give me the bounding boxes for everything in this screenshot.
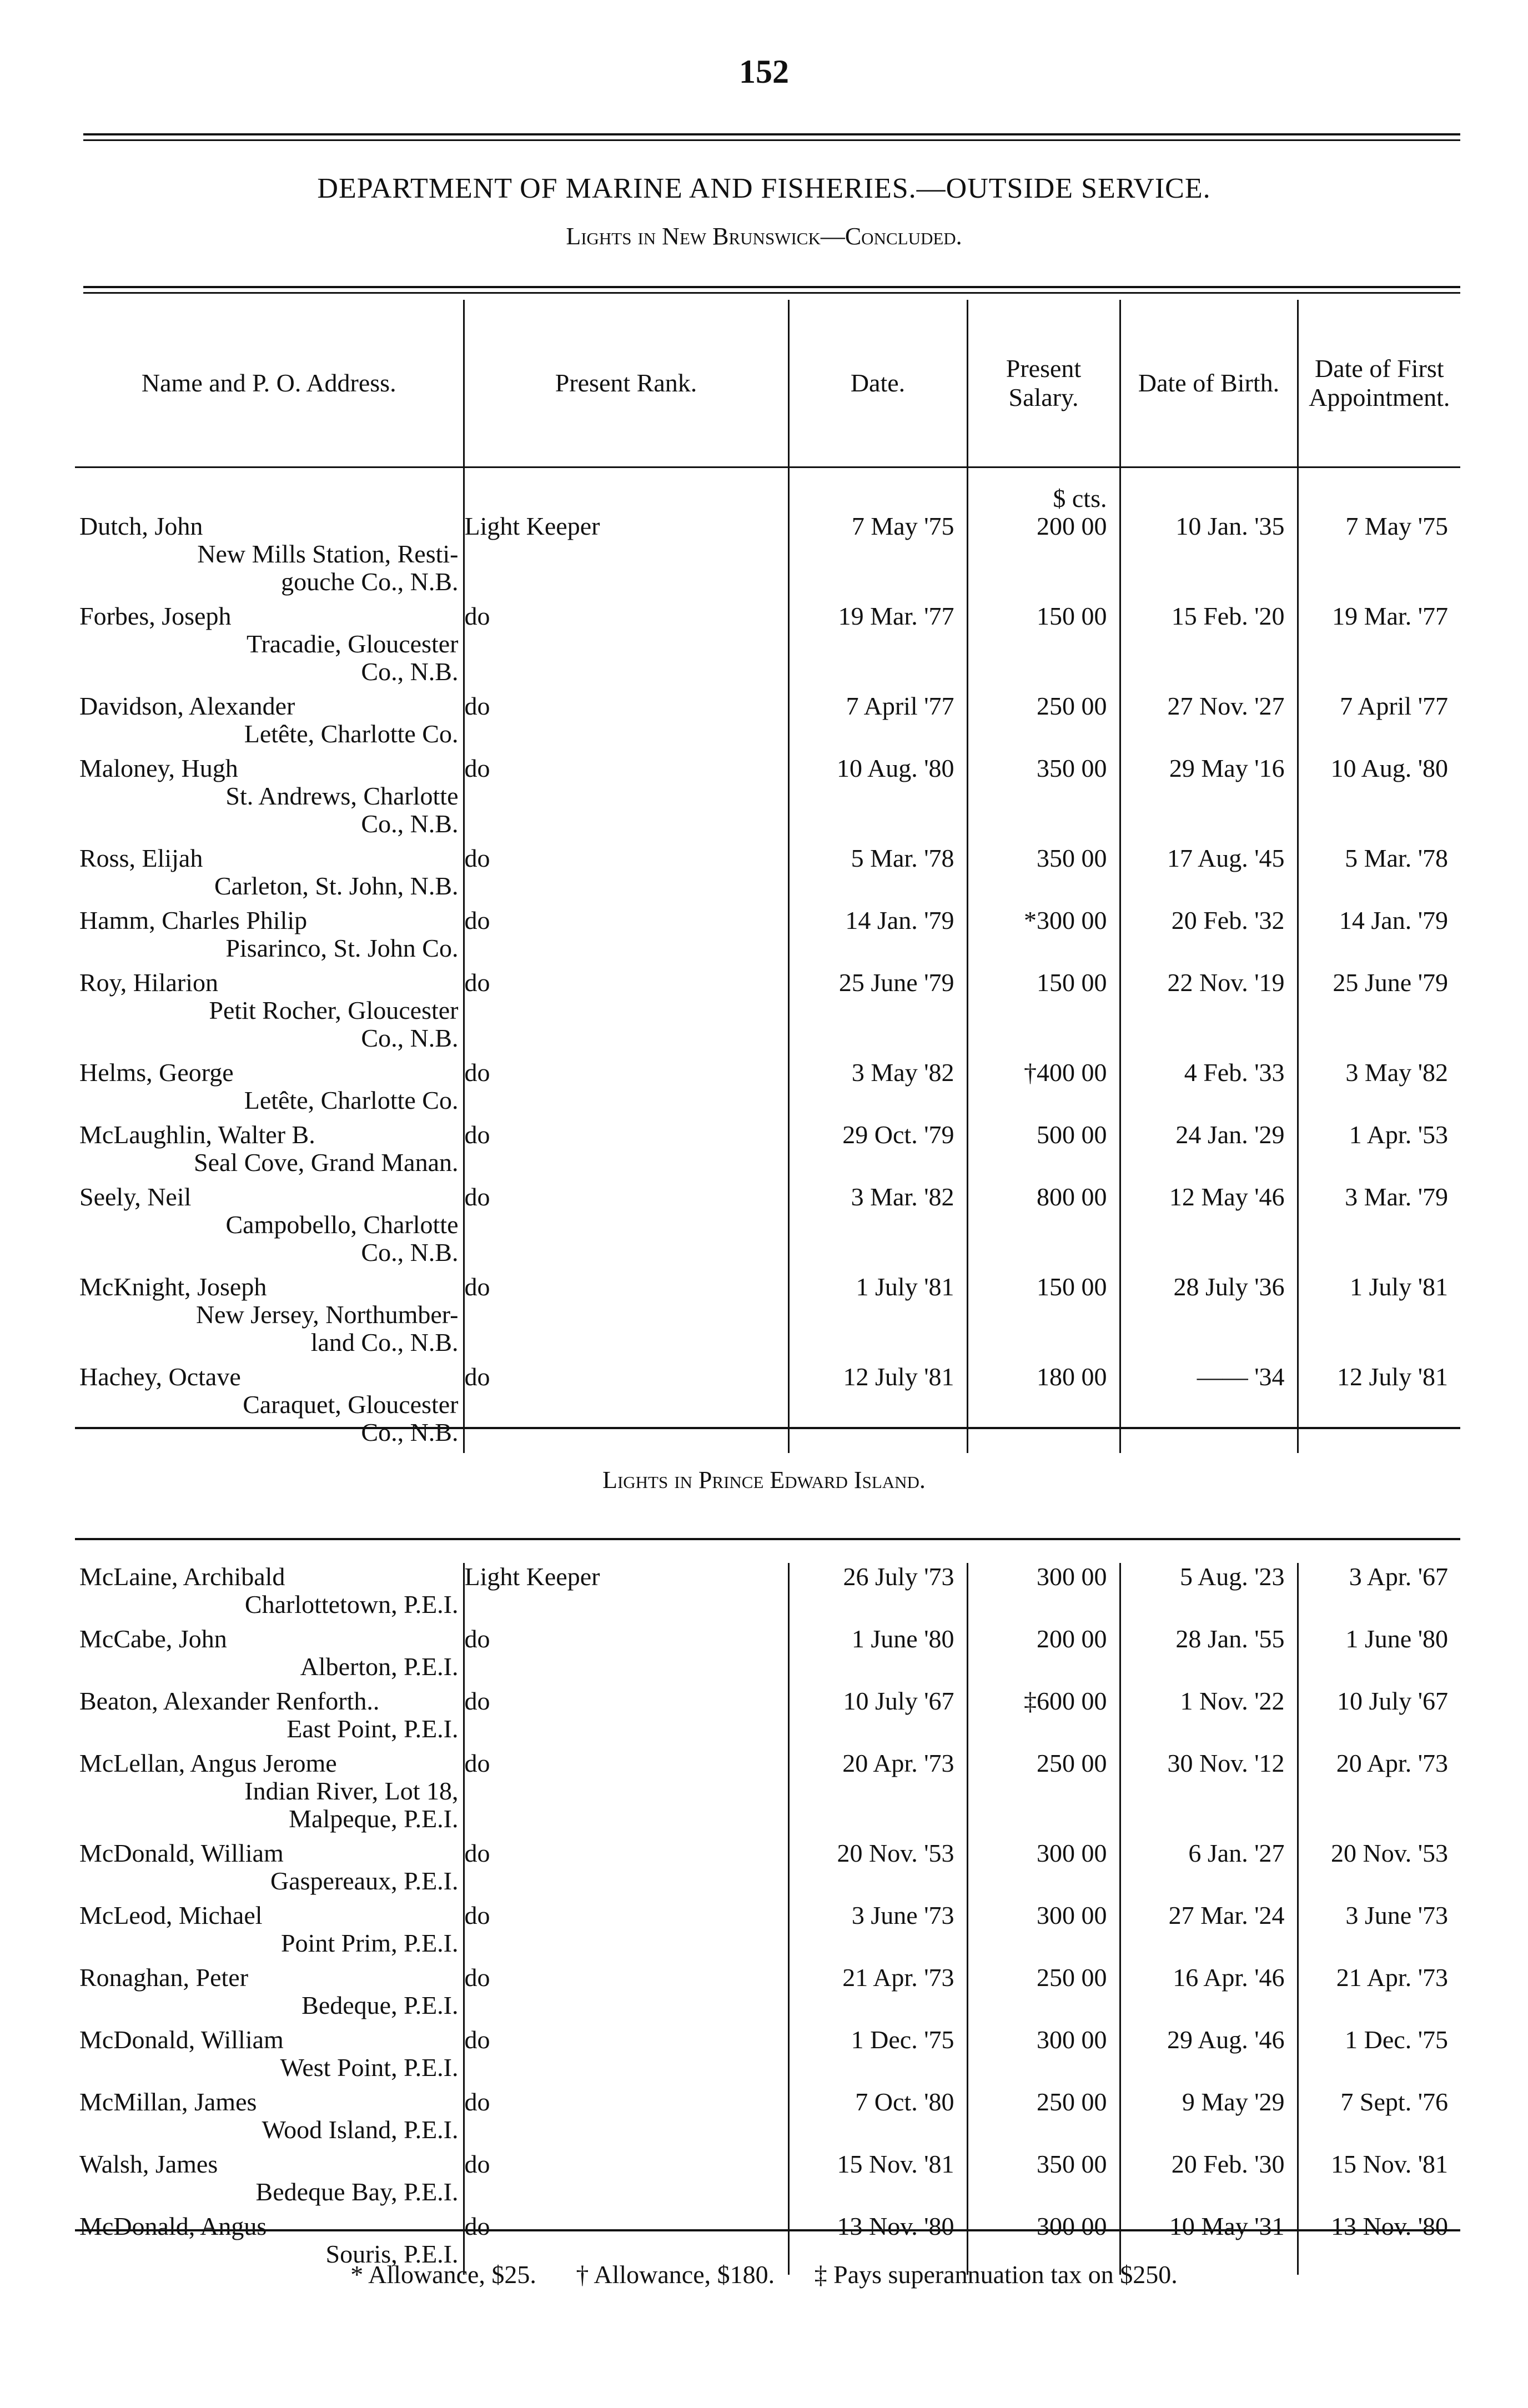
table-row bbox=[75, 2088, 1460, 2144]
table-row bbox=[75, 602, 1460, 686]
present-salary: 250 00 bbox=[967, 1750, 1120, 1833]
present-salary: 300 00 bbox=[967, 1563, 1120, 1618]
entry-name-cell bbox=[75, 969, 464, 1052]
date-of-birth: 20 Feb. '32 bbox=[1120, 907, 1298, 962]
keeper-name: Hamm, Charles Philip bbox=[79, 906, 308, 934]
first-appointment-date: 7 May '75 bbox=[1345, 512, 1448, 540]
footnote-allowance-25: * Allowance, $25. bbox=[350, 2260, 536, 2289]
first-appointment-date: 12 July '81 bbox=[1337, 1363, 1448, 1391]
keeper-name: McLaine, Archibald bbox=[79, 1562, 285, 1591]
date-of-birth: 27 Nov. '27 bbox=[1120, 692, 1298, 748]
keeper-address: Tracadie, Gloucester bbox=[247, 630, 459, 658]
keeper-address: Co., N.B. bbox=[361, 1418, 459, 1446]
present-salary: 200 00 bbox=[967, 1625, 1120, 1681]
appointment-date: 7 Oct. '80 bbox=[788, 2088, 967, 2144]
first-appointment-date: 10 July '67 bbox=[1337, 1687, 1448, 1715]
table-row bbox=[75, 512, 1460, 596]
header-rank: Present Rank. bbox=[464, 300, 788, 467]
present-salary: 150 00 bbox=[967, 969, 1120, 1052]
appointment-date: 1 June '80 bbox=[788, 1625, 967, 1681]
keeper-name: McLeod, Michael bbox=[79, 1901, 263, 1929]
date-of-birth: 30 Nov. '12 bbox=[1120, 1750, 1298, 1833]
table-row bbox=[75, 1839, 1460, 1895]
first-appointment-date: 20 Nov. '53 bbox=[1330, 1839, 1448, 1867]
keeper-address: Bedeque, P.E.I. bbox=[301, 1991, 459, 2019]
table-header-row bbox=[75, 300, 1460, 467]
first-appointment-date: 1 Apr. '53 bbox=[1349, 1120, 1448, 1149]
present-salary: 180 00 bbox=[967, 1363, 1120, 1446]
first-appointment-date: 3 May '82 bbox=[1345, 1058, 1448, 1087]
keeper-name: McDonald, William bbox=[79, 2025, 284, 2054]
entry-name-cell bbox=[75, 844, 464, 900]
keeper-name: McLaughlin, Walter B. bbox=[79, 1120, 315, 1149]
table-row bbox=[75, 1059, 1460, 1114]
present-rank: do bbox=[464, 755, 788, 838]
present-rank: do bbox=[464, 1625, 788, 1681]
table-row bbox=[75, 1964, 1460, 2019]
appointment-date: 25 June '79 bbox=[788, 969, 967, 1052]
appointment-date: 21 Apr. '73 bbox=[788, 1964, 967, 2019]
first-appointment-date: 25 June '79 bbox=[1333, 968, 1448, 997]
keeper-address: Wood Island, P.E.I. bbox=[262, 2115, 459, 2144]
table-row bbox=[75, 1273, 1460, 1356]
present-rank: do bbox=[464, 602, 788, 686]
appointment-date: 10 Aug. '80 bbox=[788, 755, 967, 838]
first-appointment-date: 14 Jan. '79 bbox=[1339, 906, 1448, 934]
entry-name-cell bbox=[75, 2150, 464, 2206]
date-of-birth: 9 May '29 bbox=[1120, 2088, 1298, 2144]
date-of-birth: 27 Mar. '24 bbox=[1120, 1902, 1298, 1957]
footer-rule bbox=[75, 2229, 1460, 2231]
present-rank: do bbox=[464, 1273, 788, 1356]
entry-name-cell bbox=[75, 2026, 464, 2082]
present-rank: do bbox=[464, 2026, 788, 2082]
keeper-address: Alberton, P.E.I. bbox=[300, 1652, 459, 1681]
table-row bbox=[75, 692, 1460, 748]
first-appointment-date: 1 July '81 bbox=[1350, 1273, 1448, 1301]
header-salary: Present Salary. bbox=[967, 300, 1120, 467]
keeper-address: East Point, P.E.I. bbox=[286, 1715, 459, 1743]
date-of-birth: 5 Aug. '23 bbox=[1120, 1563, 1298, 1618]
entry-name-cell bbox=[75, 1625, 464, 1681]
present-salary: 250 00 bbox=[967, 2088, 1120, 2144]
present-rank: do bbox=[464, 844, 788, 900]
entry-name-cell bbox=[75, 1902, 464, 1957]
first-appointment-date: 3 June '73 bbox=[1345, 1901, 1448, 1929]
date-of-birth: 16 Apr. '46 bbox=[1120, 1964, 1298, 2019]
present-rank: do bbox=[464, 1363, 788, 1446]
date-of-birth: 28 Jan. '55 bbox=[1120, 1625, 1298, 1681]
appointment-date: 1 Dec. '75 bbox=[788, 2026, 967, 2082]
keeper-name: Maloney, Hugh bbox=[79, 754, 238, 782]
header-first-appointment: Date of First Appointment. bbox=[1298, 300, 1460, 467]
present-salary: 350 00 bbox=[967, 844, 1120, 900]
present-rank: do bbox=[464, 1839, 788, 1895]
present-rank: Light Keeper bbox=[464, 1563, 788, 1618]
nb-lights-table bbox=[75, 300, 1460, 1453]
date-of-birth: 22 Nov. '19 bbox=[1120, 969, 1298, 1052]
keeper-name: Dutch, John bbox=[79, 512, 203, 540]
keeper-address: New Mills Station, Resti- bbox=[197, 540, 459, 568]
present-salary: 350 00 bbox=[967, 755, 1120, 838]
keeper-address: Co., N.B. bbox=[361, 657, 459, 686]
entry-name-cell bbox=[75, 692, 464, 748]
entry-name-cell bbox=[75, 1363, 464, 1446]
first-appointment-date: 3 Mar. '79 bbox=[1345, 1183, 1448, 1211]
keeper-address: St. Andrews, Charlotte bbox=[225, 782, 459, 810]
appointment-date: 3 June '73 bbox=[788, 1902, 967, 1957]
keeper-address: Co., N.B. bbox=[361, 810, 459, 838]
date-of-birth: 1 Nov. '22 bbox=[1120, 1687, 1298, 1743]
present-rank: do bbox=[464, 692, 788, 748]
salary-units: $ cts. bbox=[967, 467, 1120, 513]
present-salary: 300 00 bbox=[967, 2026, 1120, 2082]
keeper-address: Gaspereaux, P.E.I. bbox=[270, 1867, 459, 1895]
present-salary: †400 00 bbox=[967, 1059, 1120, 1114]
keeper-address: Carleton, St. John, N.B. bbox=[214, 872, 459, 900]
entry-name-cell bbox=[75, 1839, 464, 1895]
date-of-birth: 10 Jan. '35 bbox=[1120, 512, 1298, 596]
appointment-date: 3 May '82 bbox=[788, 1059, 967, 1114]
first-appointment-date: 7 Sept. '76 bbox=[1340, 2088, 1448, 2116]
keeper-address: Campobello, Charlotte bbox=[225, 1210, 459, 1239]
date-of-birth: 28 July '36 bbox=[1120, 1273, 1298, 1356]
present-rank: do bbox=[464, 1183, 788, 1266]
date-of-birth: 24 Jan. '29 bbox=[1120, 1121, 1298, 1177]
appointment-date: 20 Apr. '73 bbox=[788, 1750, 967, 1833]
date-of-birth: 10 May '31 bbox=[1120, 2213, 1298, 2268]
keeper-name: McKnight, Joseph bbox=[79, 1273, 267, 1301]
present-rank: Light Keeper bbox=[464, 512, 788, 596]
table-row bbox=[75, 1687, 1460, 1743]
first-appointment-date: 1 June '80 bbox=[1345, 1625, 1448, 1653]
keeper-name: Ronaghan, Peter bbox=[79, 1963, 249, 1992]
keeper-name: Walsh, James bbox=[79, 2150, 218, 2178]
present-salary: 250 00 bbox=[967, 1964, 1120, 2019]
appointment-date: 15 Nov. '81 bbox=[788, 2150, 967, 2206]
keeper-name: McDonald, Angus bbox=[79, 2212, 267, 2240]
appointment-date: 7 April '77 bbox=[788, 692, 967, 748]
keeper-address: Indian River, Lot 18, bbox=[244, 1777, 459, 1805]
appointment-date: 7 May '75 bbox=[788, 512, 967, 596]
keeper-address: New Jersey, Northumber- bbox=[195, 1300, 459, 1329]
present-salary: 500 00 bbox=[967, 1121, 1120, 1177]
keeper-address: Charlottetown, P.E.I. bbox=[244, 1590, 459, 1618]
table-row bbox=[75, 1625, 1460, 1681]
table-row bbox=[75, 755, 1460, 838]
keeper-address: gouche Co., N.B. bbox=[281, 567, 459, 596]
present-rank: do bbox=[464, 1964, 788, 2019]
appointment-date: 10 July '67 bbox=[788, 1687, 967, 1743]
present-rank: do bbox=[464, 2213, 788, 2268]
footnotes bbox=[0, 2260, 1528, 2289]
table-row bbox=[75, 1121, 1460, 1177]
date-of-birth: 6 Jan. '27 bbox=[1120, 1839, 1298, 1895]
table-row bbox=[75, 1750, 1460, 1833]
top-double-rule bbox=[83, 133, 1460, 141]
keeper-address: Souris, P.E.I. bbox=[325, 2240, 459, 2268]
first-appointment-date: 15 Nov. '81 bbox=[1330, 2150, 1448, 2178]
header-date: Date. bbox=[788, 300, 967, 467]
present-rank: do bbox=[464, 1687, 788, 1743]
entry-name-cell bbox=[75, 755, 464, 838]
department-title: DEPARTMENT OF MARINE AND FISHERIES.—OUTSIDE SERVICE. bbox=[317, 173, 1211, 204]
keeper-name: Ross, Elijah bbox=[79, 844, 203, 872]
entry-name-cell bbox=[75, 2088, 464, 2144]
keeper-address: Letête, Charlotte Co. bbox=[244, 720, 459, 748]
keeper-name: Forbes, Joseph bbox=[79, 602, 232, 630]
page-number: 152 bbox=[739, 53, 789, 90]
entry-name-cell bbox=[75, 1121, 464, 1177]
entry-name-cell bbox=[75, 1273, 464, 1356]
appointment-date: 19 Mar. '77 bbox=[788, 602, 967, 686]
date-of-birth: 15 Feb. '20 bbox=[1120, 602, 1298, 686]
keeper-address: Malpeque, P.E.I. bbox=[289, 1804, 459, 1833]
table-row bbox=[75, 2150, 1460, 2206]
present-rank: do bbox=[464, 2088, 788, 2144]
entry-name-cell bbox=[75, 1563, 464, 1618]
table-row bbox=[75, 2026, 1460, 2082]
keeper-address: Point Prim, P.E.I. bbox=[280, 1929, 459, 1957]
present-rank: do bbox=[464, 907, 788, 962]
entry-name-cell bbox=[75, 907, 464, 962]
first-appointment-date: 21 Apr. '73 bbox=[1336, 1963, 1448, 1992]
first-appointment-date: 7 April '77 bbox=[1340, 692, 1448, 720]
keeper-address: West Point, P.E.I. bbox=[280, 2053, 459, 2082]
present-salary: *300 00 bbox=[967, 907, 1120, 962]
header-birth: Date of Birth. bbox=[1120, 300, 1298, 467]
present-salary: 300 00 bbox=[967, 1839, 1120, 1895]
entry-name-cell bbox=[75, 1750, 464, 1833]
keeper-name: Hachey, Octave bbox=[79, 1363, 241, 1391]
first-appointment-date: 5 Mar. '78 bbox=[1345, 844, 1448, 872]
first-appointment-date: 1 Dec. '75 bbox=[1345, 2025, 1448, 2054]
keeper-address: Co., N.B. bbox=[361, 1024, 459, 1052]
keeper-address: Letête, Charlotte Co. bbox=[244, 1086, 459, 1114]
table-row bbox=[75, 1902, 1460, 1957]
table-row bbox=[75, 969, 1460, 1052]
appointment-date: 1 July '81 bbox=[788, 1273, 967, 1356]
keeper-name: Roy, Hilarion bbox=[79, 968, 218, 997]
entry-name-cell bbox=[75, 1687, 464, 1743]
entry-name-cell bbox=[75, 1964, 464, 2019]
date-of-birth: 20 Feb. '30 bbox=[1120, 2150, 1298, 2206]
present-salary: 150 00 bbox=[967, 1273, 1120, 1356]
present-rank: do bbox=[464, 969, 788, 1052]
table-row bbox=[75, 1563, 1460, 1618]
table-row bbox=[75, 1183, 1460, 1266]
present-salary: 250 00 bbox=[967, 692, 1120, 748]
appointment-date: 14 Jan. '79 bbox=[788, 907, 967, 962]
table-row bbox=[75, 1363, 1460, 1446]
keeper-name: Davidson, Alexander bbox=[79, 692, 295, 720]
date-of-birth: 29 May '16 bbox=[1120, 755, 1298, 838]
keeper-address: Bedeque Bay, P.E.I. bbox=[255, 2178, 459, 2206]
present-rank: do bbox=[464, 1121, 788, 1177]
appointment-date: 29 Oct. '79 bbox=[788, 1121, 967, 1177]
keeper-address: land Co., N.B. bbox=[310, 1328, 459, 1356]
date-of-birth: 12 May '46 bbox=[1120, 1183, 1298, 1266]
keeper-name: Seely, Neil bbox=[79, 1183, 192, 1211]
table-row bbox=[75, 907, 1460, 962]
keeper-name: McMillan, James bbox=[79, 2088, 257, 2116]
present-salary: ‡600 00 bbox=[967, 1687, 1120, 1743]
present-salary: 800 00 bbox=[967, 1183, 1120, 1266]
keeper-name: McDonald, William bbox=[79, 1839, 284, 1867]
entry-name-cell bbox=[75, 1183, 464, 1266]
section-title-new-brunswick: Lights in New Brunswick—Concluded. bbox=[566, 223, 962, 250]
present-rank: do bbox=[464, 2150, 788, 2206]
first-appointment-date: 20 Apr. '73 bbox=[1336, 1749, 1448, 1777]
footnote-allowance-180: † Allowance, $180. bbox=[576, 2260, 775, 2289]
appointment-date: 13 Nov. '80 bbox=[788, 2213, 967, 2268]
date-of-birth: 4 Feb. '33 bbox=[1120, 1059, 1298, 1114]
keeper-address: Co., N.B. bbox=[361, 1238, 459, 1266]
appointment-date: 12 July '81 bbox=[788, 1363, 967, 1446]
table-row bbox=[75, 844, 1460, 900]
appointment-date: 3 Mar. '82 bbox=[788, 1183, 967, 1266]
keeper-address: Seal Cove, Grand Manan. bbox=[194, 1148, 459, 1177]
keeper-address: Caraquet, Gloucester bbox=[243, 1390, 459, 1419]
section-title-pei: Lights in Prince Edward Island. bbox=[602, 1466, 926, 1494]
header-name: Name and P. O. Address. bbox=[75, 300, 464, 467]
date-of-birth: 29 Aug. '46 bbox=[1120, 2026, 1298, 2082]
keeper-address: Petit Rocher, Gloucester bbox=[209, 996, 459, 1024]
pei-header-rule bbox=[75, 1538, 1460, 1540]
appointment-date: 20 Nov. '53 bbox=[788, 1839, 967, 1895]
footnote-superannuation: ‡ Pays superannuation tax on $250. bbox=[814, 2260, 1178, 2289]
present-rank: do bbox=[464, 1059, 788, 1114]
entry-name-cell bbox=[75, 512, 464, 596]
units-row bbox=[75, 467, 1460, 513]
keeper-address: Pisarinco, St. John Co. bbox=[225, 934, 459, 962]
present-salary: 300 00 bbox=[967, 2213, 1120, 2268]
pei-lights-table bbox=[75, 1563, 1460, 2275]
keeper-name: Beaton, Alexander Renforth.. bbox=[79, 1687, 380, 1715]
keeper-name: McCabe, John bbox=[79, 1625, 227, 1653]
first-appointment-date: 10 Aug. '80 bbox=[1330, 754, 1448, 782]
section-divider-rule bbox=[75, 1427, 1460, 1429]
present-salary: 350 00 bbox=[967, 2150, 1120, 2206]
keeper-name: McLellan, Angus Jerome bbox=[79, 1749, 337, 1777]
entry-name-cell bbox=[75, 1059, 464, 1114]
header-double-rule bbox=[83, 286, 1460, 294]
entry-name-cell bbox=[75, 602, 464, 686]
present-salary: 150 00 bbox=[967, 602, 1120, 686]
date-of-birth: 17 Aug. '45 bbox=[1120, 844, 1298, 900]
keeper-name: Helms, George bbox=[79, 1058, 234, 1087]
date-of-birth: —— '34 bbox=[1120, 1363, 1298, 1446]
present-rank: do bbox=[464, 1750, 788, 1833]
appointment-date: 5 Mar. '78 bbox=[788, 844, 967, 900]
first-appointment-date: 19 Mar. '77 bbox=[1332, 602, 1448, 630]
present-salary: 200 00 bbox=[967, 512, 1120, 596]
first-appointment-date: 3 Apr. '67 bbox=[1349, 1562, 1448, 1591]
present-rank: do bbox=[464, 1902, 788, 1957]
first-appointment-date: 13 Nov. '80 bbox=[1330, 2212, 1448, 2240]
appointment-date: 26 July '73 bbox=[788, 1563, 967, 1618]
present-salary: 300 00 bbox=[967, 1902, 1120, 1957]
